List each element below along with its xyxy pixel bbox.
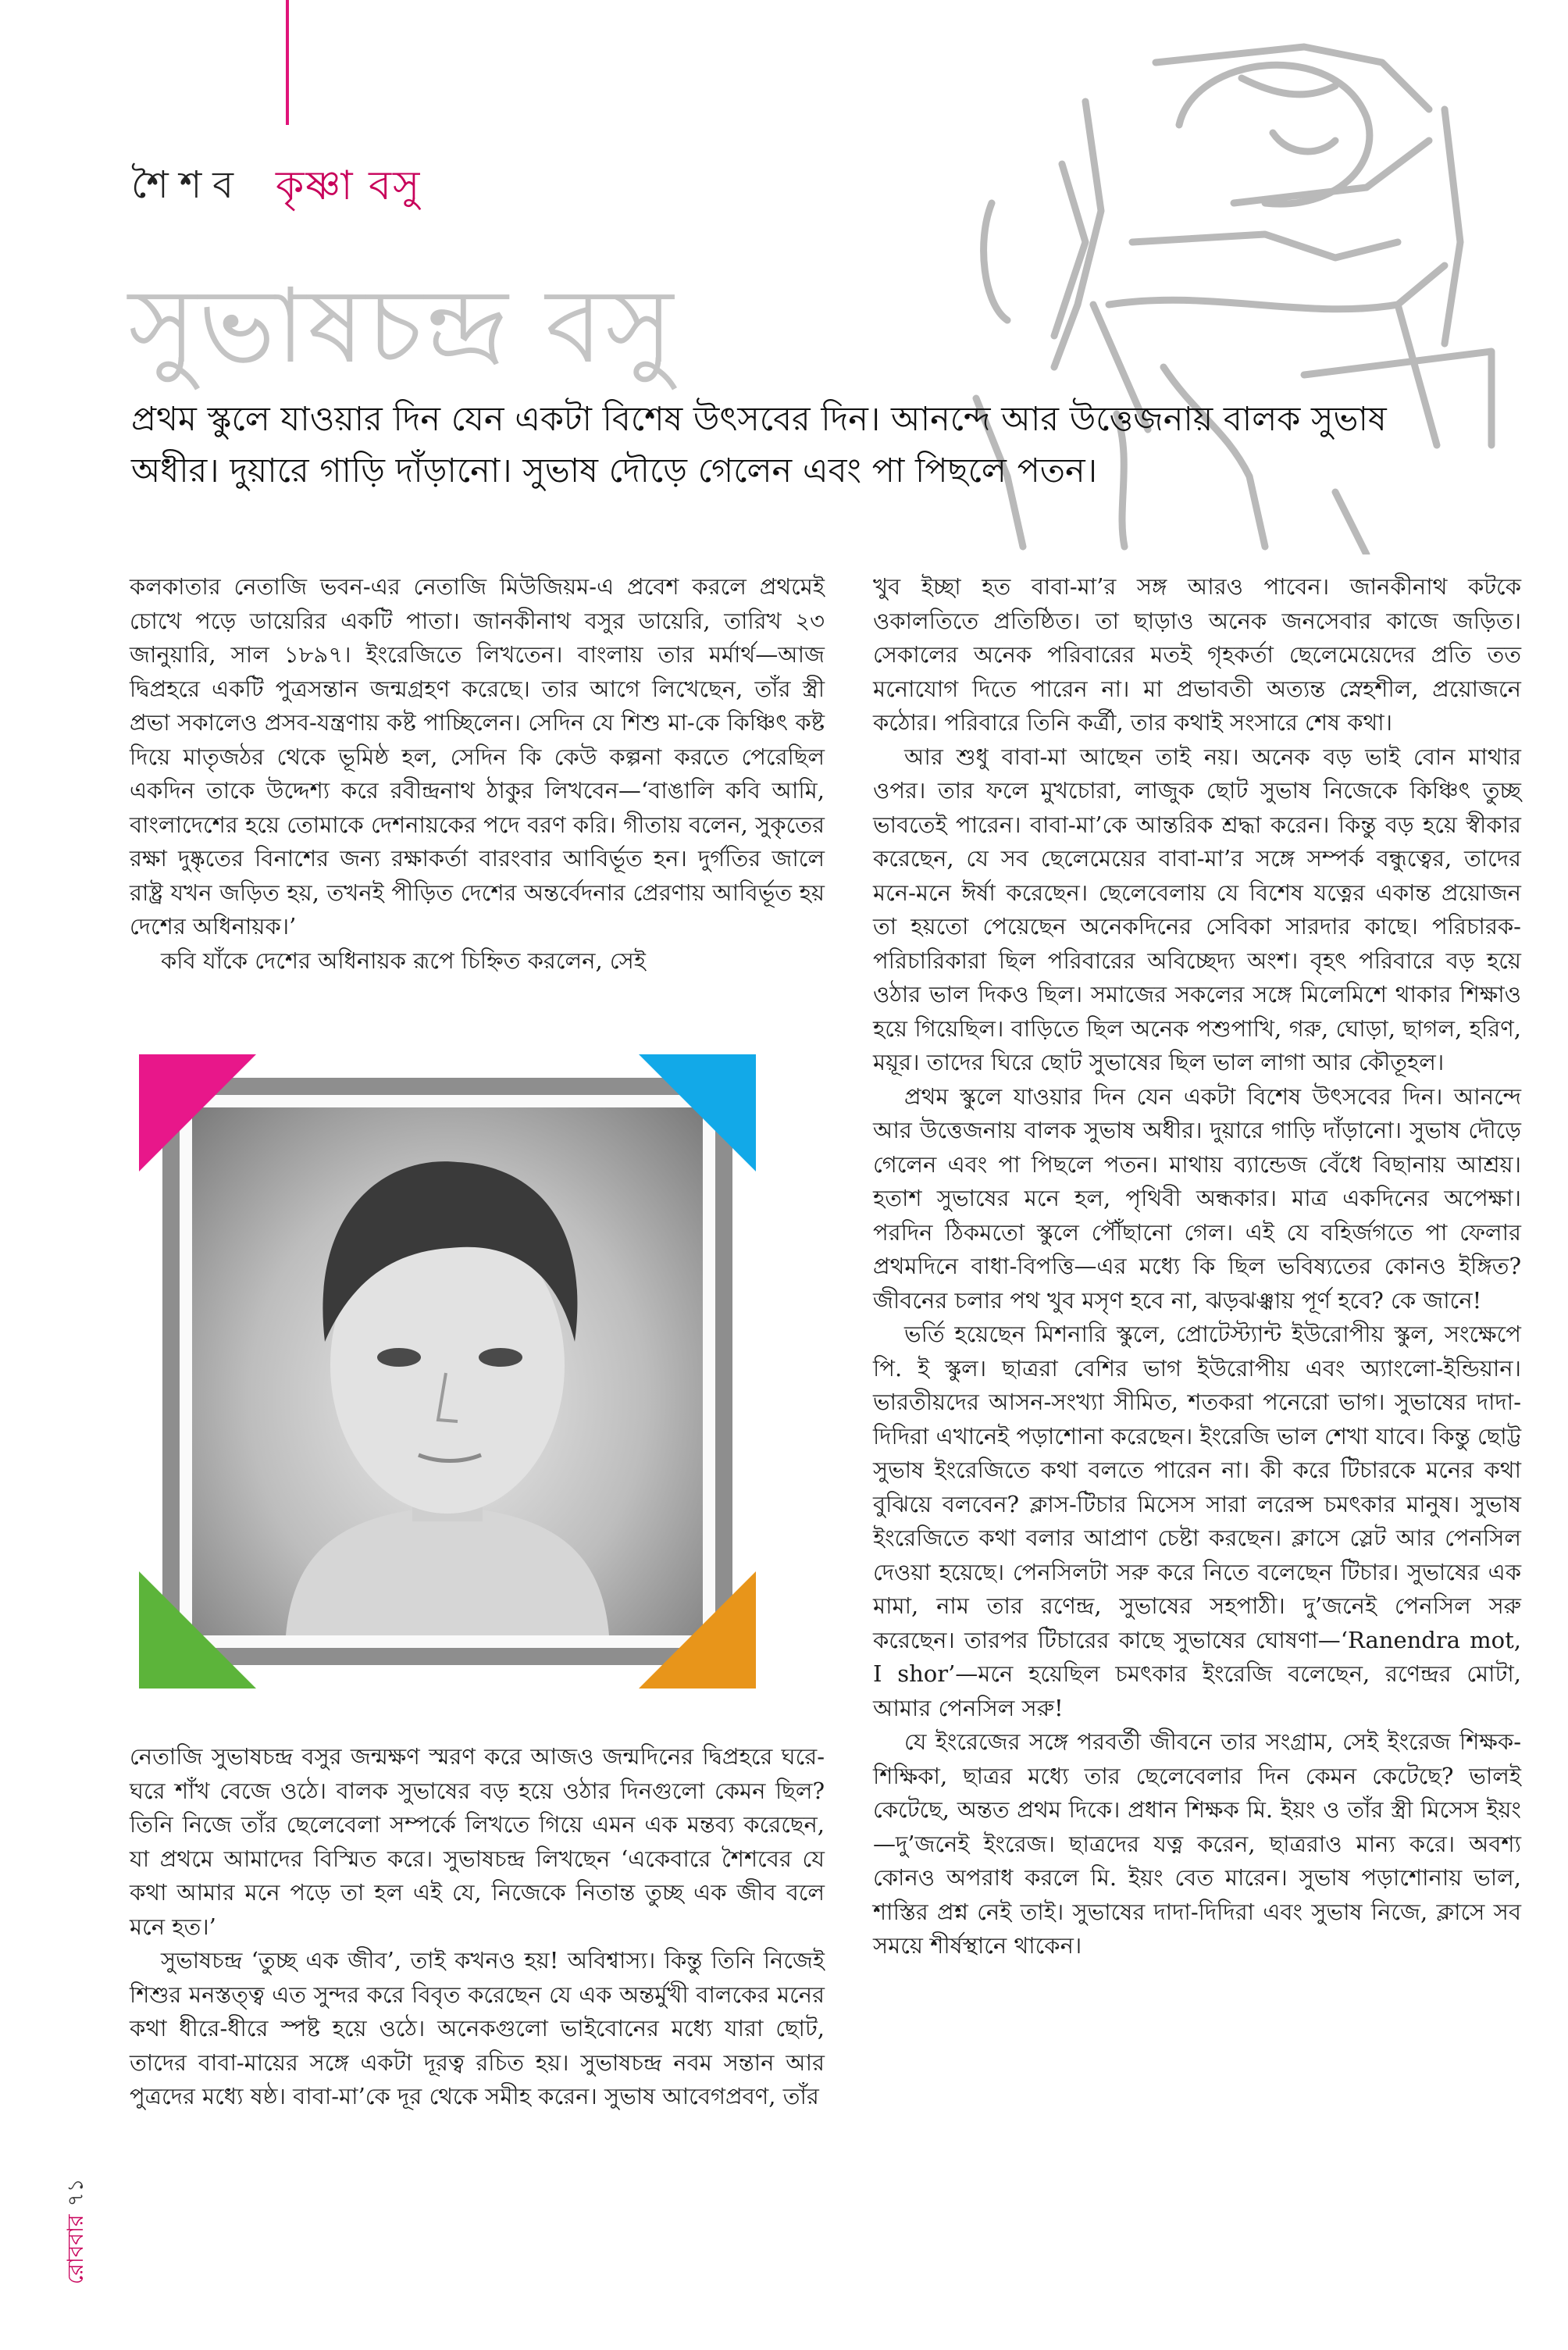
page-folio bbox=[57, 2178, 96, 2284]
author-name: কৃষ্ণা বসু bbox=[275, 162, 422, 209]
corner-accent-magenta bbox=[139, 1054, 256, 1171]
header-divider-line bbox=[286, 0, 289, 125]
paragraph: আর শুধু বাবা-মা আছেন তাই নয়। অনেক বড় ভাই বোন মাথার ওপর। তার ফলে মুখচোরা, লাজুক ছোট সুভাষ নিজেকে কিঞ্চিৎ তুচ্ছ ভাবতেই পারেন। বাবা-মা’কে আন্তরিক শ্রদ্ধা করেন। কিন্তু বড় হয়ে স্বীকার করেছেন, যে সব ছেলেমেয়ের বাবা-মা’র সঙ্গে সম্পর্ক বন্ধুত্বের, তাদের মনে-মনে ঈর্ষা করেছেন। ছেলেবেলায় যে বিশেষ যত্নের একান্ত প্রয়োজন তা হয়তো পেয়েছেন অনেকদিনের সেবিকা সারদার কাছে। পরিচারক-পরিচারিকারা ছিল পরিবারের অবিচ্ছেদ্য অংশ। বৃহৎ পরিবারে বড় হয়ে ওঠার ভাল দিকও ছিল। সমাজের সকলের সঙ্গে মিলেমিশে থাকার শিক্ষাও হয়ে গিয়েছিল। বাড়িতে ছিল অনেক পশুপাখি, গরু, ঘোড়া, ছাগল, হরিণ, ময়ূর। তাদের ঘিরে ছোট সুভাষের ছিল ভাল লাগা আর কৌতূহল। bbox=[873, 743, 1521, 1075]
paragraph: কবি যাঁকে দেশের অধিনায়ক রূপে চিহ্নিত করলেন, সেই bbox=[161, 947, 646, 974]
paragraph: সুভাষচন্দ্র ‘তুচ্ছ এক জীব’, তাই কখনও হয়! অবিশ্বাস্য। কিন্তু তিনি নিজেই শিশুর মনস্তত্ত্ব এত সুন্দর করে বিবৃত করেছেন যে এক অন্তর্মুখী বালকের মনের কথা ধীরে-ধীরে স্পষ্ট হয়ে ওঠে। অনেকগুলো ভাইবোনের মধ্যে যারা ছোট, তাদের বাবা-মায়ের সঙ্গে একটা দূরত্ব রচিত হয়। সুভাষচন্দ্র নবম সন্তান আর পুত্রদের মধ্যে ষষ্ঠ। বাবা-মা’কে দূর থেকে সমীহ করেন। সুভাষ আবেগপ্রবণ, তাঁর bbox=[130, 1947, 825, 2109]
paragraph: নেতাজি সুভাষচন্দ্র বসুর জন্মক্ষণ স্মরণ করে আজও জন্মদিনের দ্বিপ্রহরে ঘরে-ঘরে শাঁখ বেজে ওঠে। বালক সুভাষের বড় হয়ে ওঠার দিনগুলো কেমন ছিল? তিনি নিজে তাঁর ছেলেবেলা সম্পর্কে লিখতে গিয়ে এমন এক মন্তব্য করেছেন, যা প্রথমে আমাদের বিস্মিত করে। সুভাষচন্দ্র লিখছেন ‘একেবারে শৈশবের যে কথা আমার মনে পড়ে তা হল এই যে, নিজেকে নিতান্ত তুচ্ছ এক জীব বলে মনে হত।’ bbox=[130, 1743, 825, 1940]
corner-accent-cyan bbox=[639, 1054, 756, 1171]
page-number: ৭১ bbox=[62, 2178, 88, 2207]
magazine-name: রোববার bbox=[62, 2214, 88, 2284]
paragraph: খুব ইচ্ছা হত বাবা-মা’র সঙ্গ আরও পাবেন। জানকীনাথ কটকে ওকালতিতে প্রতিষ্ঠিত। তা ছাড়াও অনেক জনসেবার কাজে জড়িত। সেকালের অনেক পরিবারের মতই গৃহকর্তা ছেলেমেয়েদের প্রতি তত মনোযোগ দিতে পারেন না। মা প্রভাবতী অত্যন্ত স্নেহশীল, প্রয়োজনে কঠোর। পরিবারে তিনি কর্ত্রী, তার কথাই সংসারে শেষ কথা। bbox=[873, 573, 1521, 736]
lead-paragraph: প্রথম স্কুলে যাওয়ার দিন যেন একটা বিশেষ উৎসবের দিন। আনন্দে আর উত্তেজনায় বালক সুভাষ অধীর। দুয়ারে গাড়ি দাঁড়ানো। সুভাষ দৌড়ে গেলেন এবং পা পিছলে পতন। bbox=[131, 400, 1387, 490]
paragraph: যে ইংরেজের সঙ্গে পরবর্তী জীবনে তার সংগ্রাম, সেই ইংরেজ শিক্ষক-শিক্ষিকা, ছাত্রর মধ্যে তার ছেলেবেলার দিন কেমন কেটেছে? ভালই কেটেছে, অন্তত প্রথম দিকে। প্রধান শিক্ষক মি. ইয়ং ও তাঁর স্ত্রী মিসেস ইয়ং—দু’জনেই ইংরেজ। ছাত্রদের যত্ন করেন, ছাত্ররাও মান্য করে। অবশ্য কোনও অপরাধ করলে মি. ইয়ং বেত মারেন। সুভাষ পড়াশোনায় ভাল, শাস্তির প্রশ্ন নেই তাই। সুভাষের দাদা-দিদিরা এবং সুভাষ নিজে, ক্লাসে সব সময়ে শীর্ষস্থানে থাকেন। bbox=[873, 1728, 1521, 1959]
left-column-bottom bbox=[130, 1740, 825, 2114]
right-column bbox=[873, 570, 1521, 1963]
left-column-top bbox=[130, 570, 825, 978]
corner-accent-green bbox=[139, 1571, 256, 1689]
paragraph: ভর্তি হয়েছেন মিশনারি স্কুলে, প্রোটেস্ট্যান্ট ইউরোপীয় স্কুল, সংক্ষেপে পি. ই স্কুল। ছাত্ররা বেশির ভাগ ইউরোপীয় এবং অ্যাংলো-ইন্ডিয়ান। ভারতীয়দের আসন-সংখ্যা সীমিত, শতকরা পনেরো ভাগ। সুভাষের দাদা-দিদিরা এখানেই পড়াশোনা করেছেন। ইংরেজি ভাল শেখা যাবে। কিন্তু ছোট্ট সুভাষ ইংরেজিতে কথা বলতে পারেন না। কী করে টিচারকে মনের কথা বুঝিয়ে বলবেন? ক্লাস-টিচার মিসেস সারা লরেন্স চমৎকার মানুষ। সুভাষ ইংরেজিতে কথা বলার আপ্রাণ চেষ্টা করছেন। ক্লাসে স্লেট আর পেনসিল দেওয়া হয়েছে। পেনসিলটা সরু করে নিতে বলেছেন টিচার। সুভাষের এক মামা, নাম তার রণেন্দ্র, সুভাষের সহপাঠী। দু’জনেই পেনসিল সরু করেছেন। তারপর টিচারের কাছে সুভাষের ঘোষণা—‘Ranendra mot, I shor’—মনে হয়েছিল চমৎকার ইংরেজি বলেছেন, রণেন্দ্রর মোটা, আমার পেনসিল সরু! bbox=[873, 1321, 1521, 1721]
portrait-photo bbox=[192, 1107, 703, 1635]
article-title: সুভাষচন্দ্র বসু bbox=[128, 266, 676, 387]
portrait-figure bbox=[192, 1107, 703, 1635]
paragraph: প্রথম স্কুলে যাওয়ার দিন যেন একটা বিশেষ উৎসবের দিন। আনন্দে আর উত্তেজনায় বালক সুভাষ অধীর। দুয়ারে গাড়ি দাঁড়ানো। সুভাষ দৌড়ে গেলেন এবং পা পিছলে পতন। মাথায় ব্যান্ডেজ বেঁধে বিছানায় আশ্রয়। হতাশ সুভাষের মনে হল, পৃথিবী অন্ধকার। মাত্র একদিনের অপেক্ষা। পরদিন ঠিকমতো স্কুলে পৌঁছানো গেল। এই যে বহির্জগতে পা ফেলার প্রথমদিনে বাধা-বিপত্তি—এর মধ্যে কি ছিল ভবিষ্যতের কোনও ইঙ্গিত? জীবনের চলার পথ খুব মসৃণ হবে না, ঝড়ঝঞ্ঝায় পূর্ণ হবে? কে জানে! bbox=[873, 1082, 1521, 1314]
corner-accent-orange bbox=[639, 1571, 756, 1689]
section-label: শৈশব bbox=[131, 162, 244, 207]
paragraph: কলকাতার নেতাজি ভবন-এর নেতাজি মিউজিয়ম-এ প্রবেশ করলে প্রথমেই চোখে পড়ে ডায়েরির একটি পাতা। জানকীনাথ বসুর ডায়েরি, তারিখ ২৩ জানুয়ারি, সাল ১৮৯৭। ইংরেজিতে লিখতেন। বাংলায় তার মর্মার্থ—আজ দ্বিপ্রহরে একটি পুত্রসন্তান জন্মগ্রহণ করেছে। তার আগে লিখেছেন, তাঁর স্ত্রী প্রভা সকালেও প্রসব-যন্ত্রণায় কষ্ট পাচ্ছিলেন। সেদিন যে শিশু মা-কে কিঞ্চিৎ কষ্ট দিয়ে মাতৃজঠর থেকে ভূমিষ্ঠ হল, সেদিন কি কেউ কল্পনা করতে পেরেছিল একদিন তাকে উদ্দেশ্য করে রবীন্দ্রনাথ ঠাকুর লিখবেন—‘বাঙালি কবি আমি, বাংলাদেশের হয়ে তোমাকে দেশনায়কের পদে বরণ করি। গীতায় বলেন, সুকৃতের রক্ষা দুষ্কৃতের বিনাশের জন্য রক্ষাকর্তা বারংবার আবির্ভূত হন। দুর্গতির জালে রাষ্ট্র যখন জড়িত হয়, তখনই পীড়িত দেশের অন্তর্বেদনার প্রেরণায় আবির্ভূত হয় দেশের অধিনায়ক।’ bbox=[130, 573, 825, 940]
photo-mat bbox=[180, 1095, 715, 1648]
portrait-photo-frame bbox=[139, 1054, 756, 1689]
header-row bbox=[131, 156, 421, 219]
